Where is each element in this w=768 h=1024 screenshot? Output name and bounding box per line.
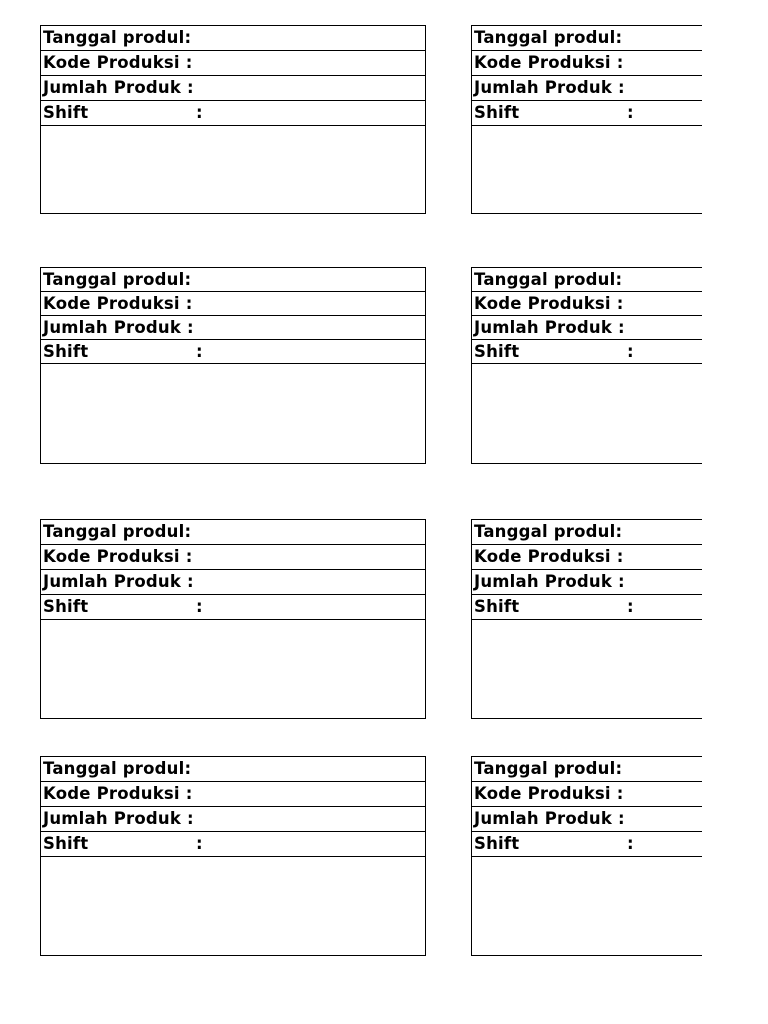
kode-label: Kode Produksi : (43, 294, 193, 313)
tanggal-row (41, 757, 425, 782)
tanggal-label: Tanggal produl: (43, 759, 192, 778)
shift-label: Shift (474, 597, 520, 616)
kode-row (472, 51, 702, 76)
shift-colon: : (196, 597, 203, 616)
shift-row (472, 340, 702, 364)
tanggal-row (472, 26, 702, 51)
shift-label: Shift (43, 103, 89, 122)
kode-row (41, 51, 425, 76)
blank-area (472, 126, 702, 213)
jumlah-row (472, 76, 702, 101)
blank-area (472, 620, 702, 718)
kode-row (472, 292, 702, 316)
tanggal-row (472, 520, 702, 545)
shift-row (41, 595, 425, 620)
jumlah-row (41, 316, 425, 340)
jumlah-row (472, 316, 702, 340)
tanggal-label: Tanggal produl: (43, 522, 192, 541)
kode-label: Kode Produksi : (474, 784, 624, 803)
shift-row (41, 832, 425, 857)
jumlah-label: Jumlah Produk : (474, 78, 625, 97)
jumlah-label: Jumlah Produk : (474, 809, 625, 828)
shift-row (41, 101, 425, 126)
kode-label: Kode Produksi : (474, 294, 624, 313)
tanggal-label: Tanggal produl: (474, 522, 623, 541)
kode-label: Kode Produksi : (43, 547, 193, 566)
shift-colon: : (196, 834, 203, 853)
kode-row (41, 292, 425, 316)
jumlah-label: Jumlah Produk : (43, 78, 194, 97)
shift-colon: : (196, 342, 203, 361)
tanggal-label: Tanggal produl: (474, 28, 623, 47)
production-label (40, 267, 426, 464)
kode-label: Kode Produksi : (474, 53, 624, 72)
jumlah-row (472, 570, 702, 595)
tanggal-row (41, 520, 425, 545)
tanggal-row (472, 757, 702, 782)
kode-row (41, 545, 425, 570)
kode-row (472, 545, 702, 570)
tanggal-label: Tanggal produl: (474, 270, 623, 289)
blank-area (41, 857, 425, 955)
kode-label: Kode Produksi : (474, 547, 624, 566)
jumlah-label: Jumlah Produk : (43, 572, 194, 591)
shift-colon: : (627, 342, 634, 361)
shift-row (472, 832, 702, 857)
production-label (40, 25, 426, 214)
tanggal-row (472, 268, 702, 292)
jumlah-label: Jumlah Produk : (43, 809, 194, 828)
tanggal-row (41, 268, 425, 292)
shift-colon: : (627, 834, 634, 853)
production-label (40, 756, 426, 956)
shift-colon: : (196, 103, 203, 122)
jumlah-row (41, 570, 425, 595)
jumlah-row (41, 807, 425, 832)
production-label (471, 519, 702, 719)
kode-row (41, 782, 425, 807)
kode-label: Kode Produksi : (43, 784, 193, 803)
production-label (471, 756, 702, 956)
blank-area (472, 857, 702, 955)
blank-area (41, 620, 425, 718)
jumlah-label: Jumlah Produk : (474, 572, 625, 591)
blank-area (472, 364, 702, 463)
shift-label: Shift (43, 342, 89, 361)
tanggal-label: Tanggal produl: (43, 270, 192, 289)
shift-row (41, 340, 425, 364)
shift-label: Shift (474, 103, 520, 122)
jumlah-row (472, 807, 702, 832)
jumlah-label: Jumlah Produk : (43, 318, 194, 337)
shift-row (472, 101, 702, 126)
shift-label: Shift (43, 597, 89, 616)
tanggal-label: Tanggal produl: (474, 759, 623, 778)
kode-row (472, 782, 702, 807)
tanggal-label: Tanggal produl: (43, 28, 192, 47)
shift-colon: : (627, 103, 634, 122)
shift-row (472, 595, 702, 620)
jumlah-row (41, 76, 425, 101)
shift-colon: : (627, 597, 634, 616)
blank-area (41, 364, 425, 463)
blank-area (41, 126, 425, 213)
shift-label: Shift (474, 834, 520, 853)
production-label (471, 267, 702, 464)
production-label (40, 519, 426, 719)
tanggal-row (41, 26, 425, 51)
jumlah-label: Jumlah Produk : (474, 318, 625, 337)
kode-label: Kode Produksi : (43, 53, 193, 72)
shift-label: Shift (43, 834, 89, 853)
production-label (471, 25, 702, 214)
shift-label: Shift (474, 342, 520, 361)
